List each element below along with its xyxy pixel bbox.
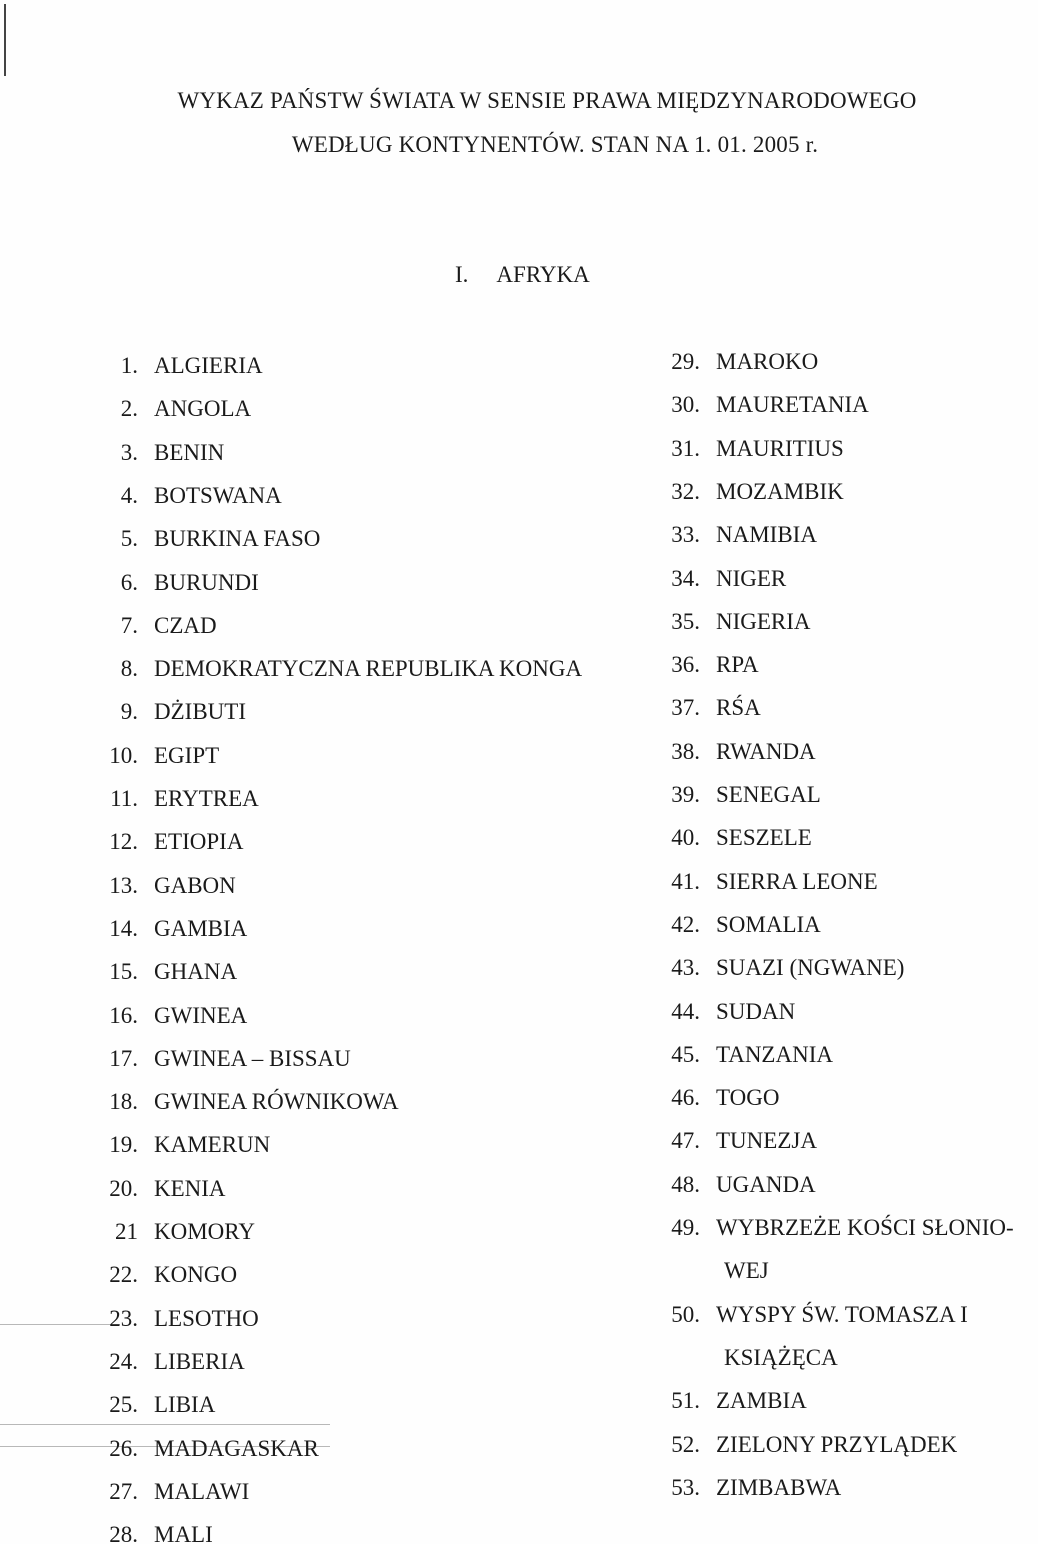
country-name: ETIOPIA [154, 829, 244, 855]
list-item-number: 38. [671, 738, 700, 764]
list-item-number: 24. [109, 1348, 138, 1374]
country-name: SUAZI (NGWANE) [716, 955, 905, 981]
country-name: GABON [154, 872, 236, 898]
country-name: NAMIBIA [716, 522, 817, 548]
list-item-number: 37. [671, 695, 700, 721]
list-item-number: 8. [120, 656, 138, 682]
country-name: RWANDA [716, 738, 816, 764]
country-name: MAURITIUS [716, 435, 844, 461]
list-item-number: 15. [109, 959, 138, 985]
list-item-number: 28. [109, 1522, 138, 1547]
country-name: SOMALIA [716, 911, 821, 937]
country-name: GWINEA – BISSAU [154, 1045, 351, 1071]
country-name: NIGER [716, 565, 787, 591]
country-name: SIERRA LEONE [716, 868, 878, 894]
list-item-number: 33. [671, 522, 700, 548]
section-heading [455, 262, 590, 288]
list-item-number: 50. [671, 1301, 700, 1327]
country-name: BOTSWANA [154, 482, 282, 508]
list-item-number: 18. [109, 1089, 138, 1115]
list-item-number: 52. [671, 1431, 700, 1457]
section-number: I. [455, 262, 469, 287]
country-name: LESOTHO [154, 1305, 259, 1331]
list-item-number: 27. [109, 1478, 138, 1504]
list-item-number: 36. [671, 652, 700, 678]
list-item-number: 45. [671, 1041, 700, 1067]
country-name: TANZANIA [716, 1041, 833, 1067]
list-item-number: 47. [671, 1128, 700, 1154]
country-name: TUNEZJA [716, 1128, 817, 1154]
country-name: MAURETANIA [716, 392, 869, 418]
country-name: SUDAN [716, 998, 796, 1024]
scan-edge-mark [4, 4, 9, 76]
country-name: WYSPY ŚW. TOMASZA I [716, 1301, 968, 1327]
list-item-number: 53. [671, 1474, 700, 1500]
list-item-number: 39. [671, 782, 700, 807]
list-item-number: 2. [120, 396, 138, 422]
country-name: SENEGAL [716, 782, 821, 807]
country-name: GWINEA [154, 1002, 248, 1028]
country-name: ERYTREA [154, 786, 259, 811]
list-item-number: 13. [109, 872, 138, 898]
list-item-number: 21 [115, 1219, 138, 1244]
document-title-line-1: WYKAZ PAŃSTW ŚWIATA W SENSIE PRAWA MIĘDZYNARODOWEGO [177, 88, 917, 113]
country-name: KSIĄŻĘCA [724, 1344, 838, 1370]
list-item-number: 3. [120, 439, 138, 465]
list-item-number: 48. [671, 1171, 700, 1197]
list-item-number: 34. [671, 565, 700, 591]
list-item-number: 42. [671, 911, 700, 937]
list-item-number: 22. [109, 1262, 138, 1288]
country-name: KAMERUN [154, 1132, 271, 1158]
country-name: GWINEA RÓWNIKOWA [154, 1089, 399, 1115]
list-item-number: 43. [671, 955, 700, 981]
list-item-number: 17. [109, 1045, 138, 1071]
country-name: DŻIBUTI [154, 699, 246, 725]
list-item-number: 46. [671, 1085, 700, 1111]
country-name: KOMORY [154, 1219, 255, 1244]
list-item-number: 31. [671, 435, 700, 461]
country-name: RPA [716, 652, 759, 678]
list-item-number: 9. [120, 699, 138, 725]
country-name: KENIA [154, 1175, 226, 1201]
country-name: TOGO [716, 1085, 780, 1111]
country-name: ZIELONY PRZYLĄDEK [716, 1431, 958, 1457]
country-name: ANGOLA [154, 396, 252, 422]
country-name: MALAWI [154, 1478, 250, 1504]
list-item-number: 1. [120, 353, 138, 378]
country-name: BURKINA FASO [154, 526, 321, 552]
list-item-number: 14. [109, 915, 138, 941]
country-name: MADAGASKAR [154, 1435, 319, 1461]
list-item-number: 35. [671, 608, 700, 634]
country-name: BENIN [154, 439, 225, 465]
list-item-number: 30. [671, 392, 700, 418]
country-name: DEMOKRATYCZNA REPUBLIKA KONGA [154, 656, 583, 682]
list-item-number: 12. [109, 829, 138, 855]
country-name: WEJ [724, 1258, 769, 1284]
country-name: LIBIA [154, 1392, 216, 1418]
country-name: LIBERIA [154, 1348, 245, 1374]
list-item-number: 20. [109, 1175, 138, 1201]
country-name: KONGO [154, 1262, 238, 1288]
country-name: CZAD [154, 612, 217, 638]
country-name: ZAMBIA [716, 1388, 807, 1414]
scan-artifact-line [0, 1424, 330, 1425]
list-item-number: 26. [109, 1435, 138, 1461]
country-name: MAROKO [716, 349, 819, 374]
country-name: BURUNDI [154, 569, 259, 595]
list-item-number: 32. [671, 478, 700, 504]
list-item-number: 23. [109, 1305, 138, 1331]
country-name: EGIPT [154, 742, 220, 768]
section-name: AFRYKA [496, 262, 590, 287]
list-item-number: 16. [109, 1002, 138, 1028]
country-name: MOZAMBIK [716, 478, 844, 504]
document-title-line-2: WEDŁUG KONTYNENTÓW. STAN NA 1. 01. 2005 r. [291, 132, 819, 157]
list-item-number: 4. [120, 482, 138, 508]
list-item-number: 29. [671, 349, 700, 374]
list-item-number: 7. [120, 612, 138, 638]
list-item-number: 11. [110, 786, 138, 811]
country-name: UGANDA [716, 1171, 816, 1197]
list-item-number: 49. [671, 1215, 700, 1240]
country-name: MALI [154, 1522, 213, 1547]
list-item-number: 51. [671, 1388, 700, 1414]
country-name: WYBRZEŻE KOŚCI SŁONIO- [716, 1215, 1014, 1240]
list-item-number: 25. [109, 1392, 138, 1418]
list-item-number: 6. [120, 569, 138, 595]
list-item-number: 5. [120, 526, 138, 552]
list-item-number: 10. [109, 742, 138, 768]
country-name: SESZELE [716, 825, 812, 851]
list-item-number: 41. [671, 868, 700, 894]
list-item-number: 44. [671, 998, 700, 1024]
country-name: NIGERIA [716, 608, 811, 634]
country-name: ALGIERIA [154, 353, 263, 378]
country-name: RŚA [716, 695, 761, 721]
list-item-number: 19. [109, 1132, 138, 1158]
list-item-number: 40. [671, 825, 700, 851]
country-name: GHANA [154, 959, 238, 985]
country-name: GAMBIA [154, 915, 248, 941]
country-name: ZIMBABWA [716, 1474, 842, 1500]
